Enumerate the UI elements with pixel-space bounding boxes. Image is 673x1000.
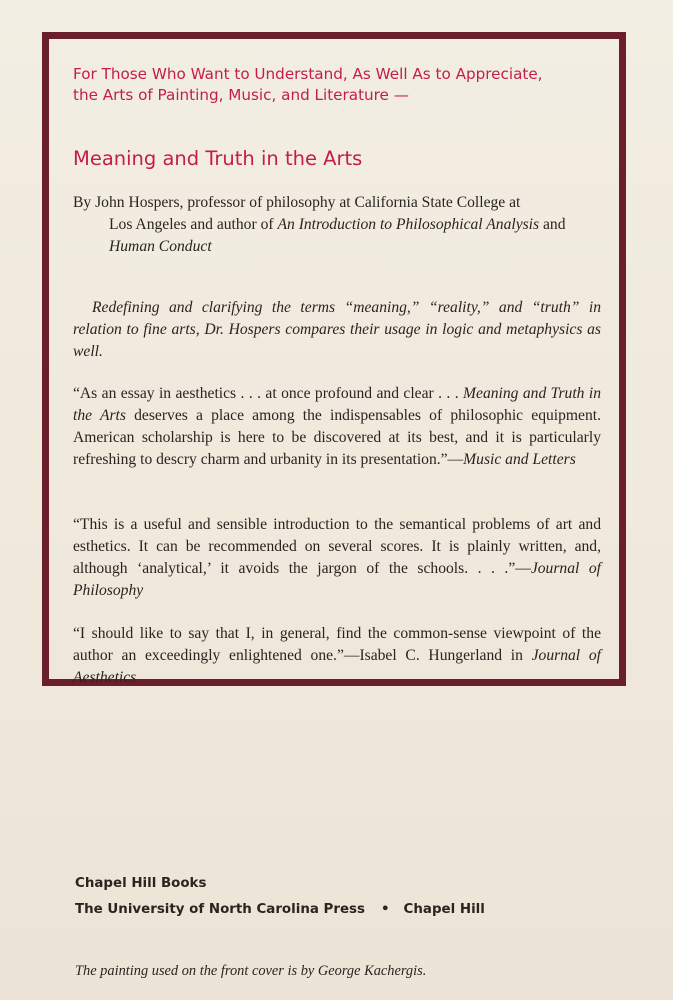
author-byline xyxy=(73,192,603,258)
quote-2-text: “This is a useful and sensible introduction to the semantical problems of art and esthetics. It can be recommended on several scores. It is plainly written, and, although ‘analytical,’ it avoids the jargon of the schools. . . .”— xyxy=(73,516,601,577)
quote-2-source: Journal of Philosophy xyxy=(73,560,601,599)
quote-1-text-b: deserves a place among the indispensables of philosophic equipment. American scholarship is here to be discovered at its best, and it is particularly refreshing to descry charm and urbanity in its presentation.”— xyxy=(73,407,601,468)
bullet-separator: • xyxy=(380,902,390,917)
book-title: Meaning and Truth in the Arts xyxy=(73,147,363,170)
review-quote-2 xyxy=(73,514,601,602)
tagline-line-2: the Arts of Painting, Music, and Literature — xyxy=(73,86,409,104)
review-quote-1 xyxy=(73,383,601,471)
publisher-press: The University of North Carolina Press xyxy=(75,902,365,917)
byline-lead: By John Hospers, professor of philosophy at California State College at xyxy=(73,194,521,211)
tagline xyxy=(73,64,633,106)
quote-3-source: Journal of Aesthetics xyxy=(73,647,601,686)
book-summary: Redefining and clarifying the terms “meaning,” “reality,” and “truth” in relation to fine arts, Dr. Hospers compares their usage in logic and metaphysics as well. xyxy=(73,299,601,360)
tagline-line-1: For Those Who Want to Understand, As Well As to Appreciate, xyxy=(73,65,543,83)
byline-book-2: Human Conduct xyxy=(109,238,212,255)
quote-3-text: “I should like to say that I, in general, find the common-sense viewpoint of the author an exceedingly enlightened one.”—Isabel C. Hungerland in xyxy=(73,625,601,664)
byline-rest xyxy=(73,214,603,258)
cover-credit: The painting used on the front cover is by George Kachergis. xyxy=(75,963,427,979)
review-quote-3 xyxy=(73,623,601,689)
quote-1-text-a: “As an essay in aesthetics . . . at once profound and clear . . . xyxy=(73,385,464,402)
publisher-city: Chapel Hill xyxy=(403,902,485,917)
publisher-line xyxy=(75,902,555,917)
byline-affiliation: Los Angeles and author of xyxy=(109,216,278,233)
quote-1-source: Music and Letters xyxy=(463,451,576,468)
quote-1-title: Meaning and Truth in the Arts xyxy=(73,385,602,424)
byline-book-1: An Introduction to Philosophical Analysis xyxy=(277,216,540,233)
byline-conjunction: and xyxy=(539,216,566,233)
publisher-imprint: Chapel Hill Books xyxy=(75,876,207,891)
